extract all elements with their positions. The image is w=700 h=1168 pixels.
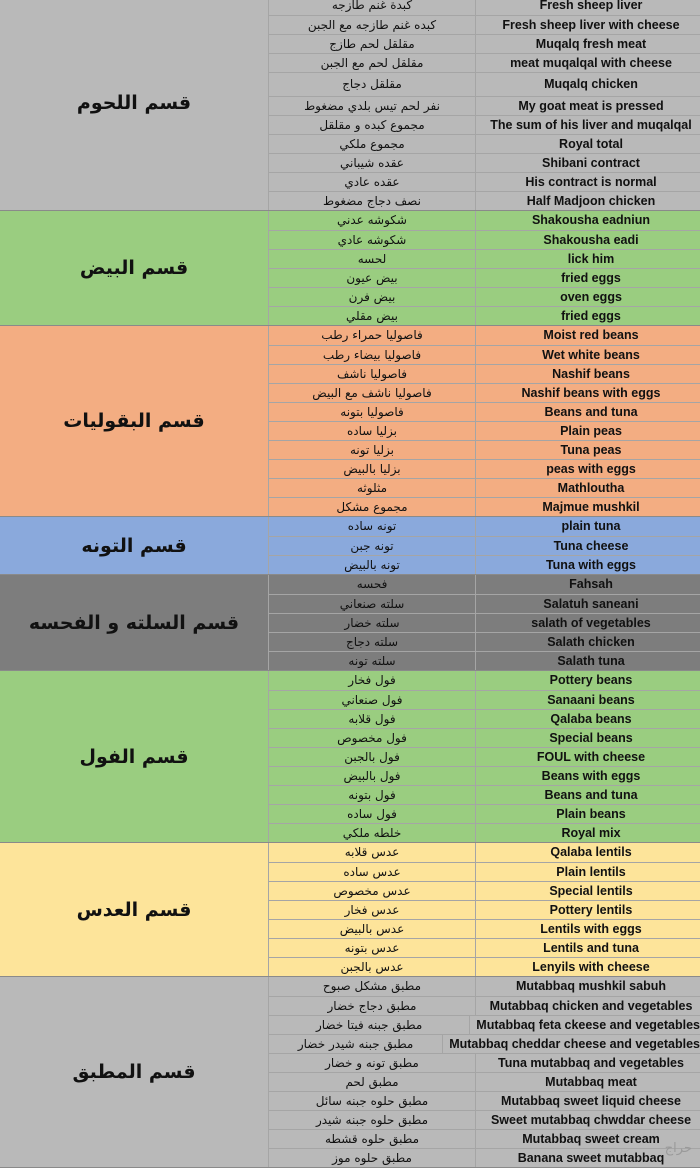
section-title: قسم المطبق [72, 1061, 196, 1083]
item-name-english: Salatuh saneani [543, 597, 639, 611]
menu-section [0, 326, 700, 517]
menu-item-row [268, 690, 700, 709]
menu-section [0, 671, 700, 843]
item-name-arabic: لحسه [268, 250, 476, 268]
item-name-arabic: بزليا تونه [268, 441, 476, 459]
item-name-arabic: عدس قلابه [268, 843, 476, 862]
item-name-arabic: فول صنعاني [268, 691, 476, 709]
item-name-arabic: تونه جبن [268, 537, 476, 555]
item-name-english: Mutabbaq feta ckeese and vegetables [476, 1018, 700, 1032]
menu-item-row [268, 747, 700, 766]
menu-item-row [268, 191, 700, 210]
item-name-arabic: مطبق تونه و خضار [268, 1054, 476, 1072]
item-name-english: salath of vegetables [531, 616, 651, 630]
item-rows [268, 843, 700, 976]
item-name-arabic: مثلوثه [268, 479, 476, 497]
item-name-english: Muqalq chicken [544, 77, 638, 91]
menu-item-row [268, 957, 700, 976]
item-name-english: Beans and tuna [544, 405, 638, 419]
item-name-english: fried eggs [561, 271, 621, 285]
item-name-english: Fresh sheep liver [539, 0, 643, 12]
menu-section [0, 0, 700, 211]
item-name-english: Moist red beans [543, 328, 639, 342]
menu-item-row [268, 34, 700, 53]
item-name-arabic: شكوشه عدني [268, 211, 476, 230]
item-name-arabic: فحسه [268, 575, 476, 594]
item-name-english: plain tuna [561, 519, 621, 533]
menu-item-row [268, 15, 700, 34]
menu-item-row [268, 1110, 700, 1129]
menu-item-row [268, 306, 700, 325]
item-name-english: Nashif beans with eggs [521, 386, 661, 400]
item-name-english: Pottery lentils [549, 903, 633, 917]
menu-item-row [268, 977, 700, 996]
item-name-arabic: عدس بالجبن [268, 958, 476, 976]
item-name-arabic: عدس ساده [268, 863, 476, 881]
item-name-arabic: مطبق جبنه فيتا خضار [268, 1016, 470, 1034]
item-name-arabic: عقده عادي [268, 173, 476, 191]
section-title: قسم البقوليات [63, 410, 205, 432]
item-name-english: Mathloutha [557, 481, 625, 495]
item-name-arabic: سلته صنعاني [268, 595, 476, 613]
menu-item-row [268, 421, 700, 440]
item-rows [268, 326, 700, 516]
item-name-english: Majmue mushkil [542, 500, 640, 514]
menu-item-row [268, 938, 700, 957]
menu-item-row [268, 632, 700, 651]
item-name-english: FOUL with cheese [536, 750, 646, 764]
item-name-arabic: بيض فرن [268, 288, 476, 306]
section-title: قسم العدس [76, 898, 192, 921]
item-name-english: peas with eggs [546, 462, 636, 476]
item-name-arabic: نفر لحم تيس بلدي مضغوط [268, 97, 476, 115]
item-name-english: Tuna peas [560, 443, 622, 457]
menu-item-row [268, 459, 700, 478]
menu-item-row [268, 1015, 700, 1034]
item-name-arabic: مقلقل لحم مع الجبن [268, 54, 476, 72]
menu-item-row [268, 383, 700, 402]
item-name-english: Tuna cheese [553, 539, 629, 553]
item-name-english: Beans and tuna [544, 788, 638, 802]
item-name-arabic: عدس بالبيض [268, 920, 476, 938]
item-name-arabic: خلطه ملكي [268, 824, 476, 842]
menu-item-row [268, 728, 700, 747]
item-name-arabic: فاصوليا بتونه [268, 403, 476, 421]
item-rows [268, 517, 700, 574]
item-name-arabic: مقلقل دجاج [268, 73, 476, 96]
item-name-arabic: سلته دجاج [268, 633, 476, 651]
item-name-english: Mutabbaq sweet cream [522, 1132, 660, 1146]
item-name-english: Sweet mutabbaq chwddar cheese [490, 1113, 692, 1127]
item-name-arabic: بزليا ساده [268, 422, 476, 440]
item-name-english: Mutabbaq sweet liquid cheese [501, 1094, 681, 1108]
item-name-english: Lenyils with cheese [532, 960, 650, 974]
menu-item-row [268, 785, 700, 804]
menu-item-row [268, 555, 700, 574]
item-name-arabic: مقلقل لحم طازج [268, 35, 476, 53]
menu-item-row [268, 287, 700, 306]
item-name-english: Sanaani beans [547, 693, 635, 707]
menu-item-row [268, 134, 700, 153]
item-name-english: Mutabbaq chicken and vegetables [489, 999, 693, 1013]
item-name-english: fried eggs [561, 309, 621, 323]
item-name-arabic: كبده غنم طازجه مع الجبن [268, 16, 476, 34]
item-name-arabic: مجموع كبده و مقلقل [268, 116, 476, 134]
item-name-english: Plain beans [556, 807, 626, 821]
menu-item-row [268, 497, 700, 516]
item-name-arabic: كبدة غنم طازجه [268, 0, 476, 15]
menu-item-row [268, 575, 700, 594]
menu-item-row [268, 1148, 700, 1167]
menu-item-row [268, 536, 700, 555]
item-name-arabic: مطبق حلوه جبنه شيدر [268, 1111, 476, 1129]
item-name-arabic: نصف دجاج مضغوط [268, 192, 476, 210]
menu-item-row [268, 1129, 700, 1148]
item-name-english: Mutabbaq mushkil sabuh [515, 979, 666, 993]
item-name-english: His contract is normal [525, 175, 657, 189]
watermark-text: حراج [664, 1141, 692, 1156]
menu-item-row [268, 804, 700, 823]
item-name-arabic: بيض عيون [268, 269, 476, 287]
item-rows [268, 671, 700, 842]
menu-item-row [268, 766, 700, 785]
menu-item-row [268, 517, 700, 536]
item-name-arabic: فاصوليا ناشف مع البيض [268, 384, 476, 402]
menu-item-row [268, 96, 700, 115]
item-name-english: Muqalq fresh meat [535, 37, 647, 51]
item-name-english: Royal mix [561, 826, 621, 840]
item-name-arabic: تونه ساده [268, 517, 476, 536]
item-name-english: Fahsah [569, 577, 613, 591]
menu-item-row [268, 881, 700, 900]
item-name-arabic: عقده شيباني [268, 154, 476, 172]
item-name-english: Banana sweet mutabbaq [517, 1151, 665, 1165]
item-name-arabic: بيض مقلي [268, 307, 476, 325]
item-name-english: Royal total [559, 137, 623, 151]
item-name-arabic: فول بالبيض [268, 767, 476, 785]
menu-item-row [268, 919, 700, 938]
item-name-arabic: مطبق دجاج خضار [268, 997, 476, 1015]
item-name-english: Wet white beans [542, 348, 640, 362]
menu-item-row [268, 440, 700, 459]
item-name-english: Beans with eggs [541, 769, 641, 783]
item-name-english: Pottery beans [549, 673, 633, 687]
menu-item-row [268, 153, 700, 172]
menu-section [0, 977, 700, 1168]
item-name-arabic: سلته تونه [268, 652, 476, 670]
item-name-arabic: فول ساده [268, 805, 476, 823]
item-name-english: Shibani contract [542, 156, 640, 170]
item-name-arabic: مطبق جبنه شيدر خضار [268, 1035, 443, 1053]
item-name-english: Mutabbaq meat [545, 1075, 637, 1089]
section-title: قسم البيض [79, 257, 189, 279]
menu-item-row [268, 402, 700, 421]
item-rows [268, 211, 700, 325]
item-name-english: Tuna mutabbaq and vegetables [498, 1056, 684, 1070]
menu-item-row [268, 72, 700, 96]
menu-item-row [268, 900, 700, 919]
item-name-arabic: فول بتونه [268, 786, 476, 804]
menu-item-row [268, 1072, 700, 1091]
menu-item-row [268, 1091, 700, 1110]
item-name-arabic: فاصوليا حمراء رطب [268, 326, 476, 345]
item-name-english: Plain peas [560, 424, 622, 438]
item-name-arabic: مطبق حلوه موز [268, 1149, 476, 1167]
item-name-arabic: مجموع مشكل [268, 498, 476, 516]
menu-item-row [268, 671, 700, 690]
menu-item-row [268, 0, 700, 15]
menu-item-row [268, 1034, 700, 1053]
item-name-english: meat muqalqal with cheese [510, 56, 672, 70]
menu-item-row [268, 345, 700, 364]
item-name-english: lick him [567, 252, 615, 266]
section-title: قسم الفول [79, 745, 189, 768]
item-name-english: oven eggs [560, 290, 622, 304]
item-name-english: Shakousha eadniun [531, 213, 651, 227]
item-name-arabic: فول بالجبن [268, 748, 476, 766]
item-name-arabic: فاصوليا بيضاء رطب [268, 346, 476, 364]
item-name-arabic: مطبق مشكل صبوح [268, 977, 476, 996]
item-name-english: Salath tuna [557, 654, 625, 668]
menu-item-row [268, 249, 700, 268]
item-name-arabic: عدس مخصوص [268, 882, 476, 900]
menu-item-row [268, 996, 700, 1015]
item-rows [268, 977, 700, 1167]
item-name-arabic: مجموع ملكي [268, 135, 476, 153]
item-rows [268, 575, 700, 670]
item-name-arabic: فول قلابه [268, 710, 476, 728]
menu-item-row [268, 613, 700, 632]
item-name-english: Half Madjoon chicken [526, 194, 656, 208]
item-name-english: The sum of his liver and muqalqal [490, 118, 692, 132]
menu-item-row [268, 268, 700, 287]
item-name-english: Qalaba beans [550, 712, 632, 726]
menu-item-row [268, 172, 700, 191]
item-name-english: My goat meat is pressed [518, 99, 664, 113]
item-name-english: Mutabbaq cheddar cheese and vegetables [449, 1037, 700, 1051]
item-name-arabic: تونه بالبيض [268, 556, 476, 574]
menu-item-row [268, 326, 700, 345]
item-name-arabic: فول فخار [268, 671, 476, 690]
item-rows [268, 0, 700, 210]
item-name-english: Qalaba lentils [550, 845, 632, 859]
item-name-arabic: عدس بتونه [268, 939, 476, 957]
item-name-arabic: سلته خضار [268, 614, 476, 632]
item-name-english: Salath chicken [547, 635, 635, 649]
section-title: قسم التونه [81, 534, 187, 557]
item-name-english: Plain lentils [556, 865, 626, 879]
item-name-arabic: فول مخصوص [268, 729, 476, 747]
item-name-english: Shakousha eadi [543, 233, 639, 247]
menu-item-row [268, 709, 700, 728]
item-name-arabic: مطبق لحم [268, 1073, 476, 1091]
item-name-english: Lentils with eggs [540, 922, 642, 936]
item-name-english: Special beans [549, 731, 633, 745]
item-name-arabic: عدس فخار [268, 901, 476, 919]
menu-section [0, 843, 700, 977]
item-name-arabic: مطبق حلوه قشطه [268, 1130, 476, 1148]
menu-section [0, 517, 700, 575]
item-name-english: Lentils and tuna [543, 941, 639, 955]
menu-item-row [268, 651, 700, 670]
item-name-english: Tuna with eggs [545, 558, 637, 572]
menu-item-row [268, 594, 700, 613]
item-name-arabic: شكوشه عادي [268, 231, 476, 249]
menu-item-row [268, 1053, 700, 1072]
menu-item-row [268, 862, 700, 881]
section-title: قسم السلته و الفحسه [28, 611, 240, 634]
menu-section [0, 575, 700, 671]
item-name-english: Nashif beans [552, 367, 630, 381]
menu-item-row [268, 230, 700, 249]
item-name-arabic: بزليا بالبيض [268, 460, 476, 478]
menu-item-row [268, 843, 700, 862]
menu-item-row [268, 478, 700, 497]
section-title: قسم اللحوم [76, 92, 192, 114]
item-name-arabic: فاصوليا ناشف [268, 365, 476, 383]
item-name-english: Fresh sheep liver with cheese [502, 18, 680, 32]
menu-item-row [268, 115, 700, 134]
menu-item-row [268, 211, 700, 230]
menu-item-row [268, 364, 700, 383]
menu-section [0, 211, 700, 326]
menu-item-row [268, 823, 700, 842]
item-name-arabic: مطبق حلوه جبنه سائل [268, 1092, 476, 1110]
menu-item-row [268, 53, 700, 72]
item-name-english: Special lentils [549, 884, 633, 898]
